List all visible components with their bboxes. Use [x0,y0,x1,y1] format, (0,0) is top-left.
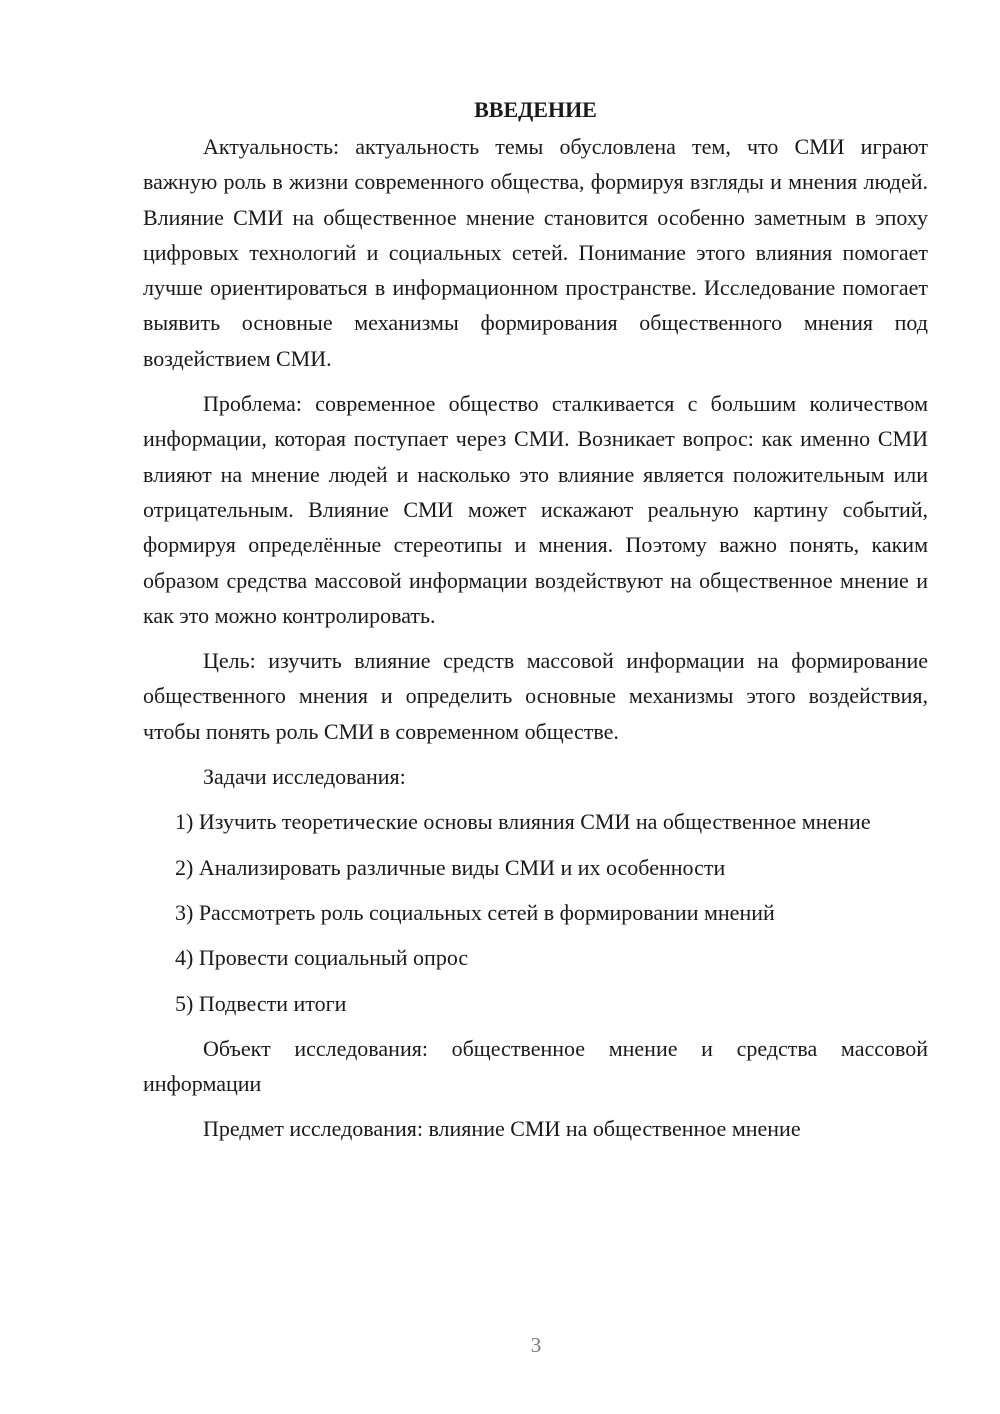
paragraph-goal: Цель: изучить влияние средств массовой информации на формирование общественного мнения и определить основные механизмы этого воздействия, чтобы понять роль СМИ в современном обществе. [143,648,928,744]
paragraph-object: Объект исследования: общественное мнение и средства массовой информации [143,1035,928,1097]
tasks-heading: Задачи исследования: [203,764,406,790]
task-item-3: 3) Рассмотреть роль социальных сетей в формировании мнений [175,899,775,925]
task-item-2: 2) Анализировать различные виды СМИ и их особенности [175,854,726,880]
page-number: 3 [530,1333,542,1357]
document-page [143,92,928,1157]
task-item-5: 5) Подвести итоги [175,990,347,1016]
paragraph-relevance: Актуальность: актуальность темы обусловлена тем, что СМИ играют важную роль в жизни современного общества, формируя взгляды и мнения людей. Влияние СМИ на общественное мнение становится особенно заметным в эпоху цифровых технологий и социальных сетей. Понимание этого влияния помогает лучше ориентироваться в информационном пространстве. Исследование помогает выявить основные механизмы формирования общественного мнения под воздействием СМИ. [143,134,928,371]
task-item-1: 1) Изучить теоретические основы влияния СМИ на общественное мнение [175,809,871,835]
task-item-4: 4) Провести социальный опрос [175,945,469,971]
paragraph-problem: Проблема: современное общество сталкивается с большим количеством информации, которая поступает через СМИ. Возникает вопрос: как именно СМИ влияют на мнение людей и насколько это влияние является положительным или отрицательным. Влияние СМИ может искажают реальную картину событий, формируя определённые стереотипы и мнения. Поэтому важно понять, каким образом средства массовой информации воздействуют на общественное мнение и как это можно контролировать. [143,391,928,628]
paragraph-subject: Предмет исследования: влияние СМИ на общественное мнение [203,1116,801,1142]
section-title: ВВЕДЕНИЕ [474,97,597,122]
